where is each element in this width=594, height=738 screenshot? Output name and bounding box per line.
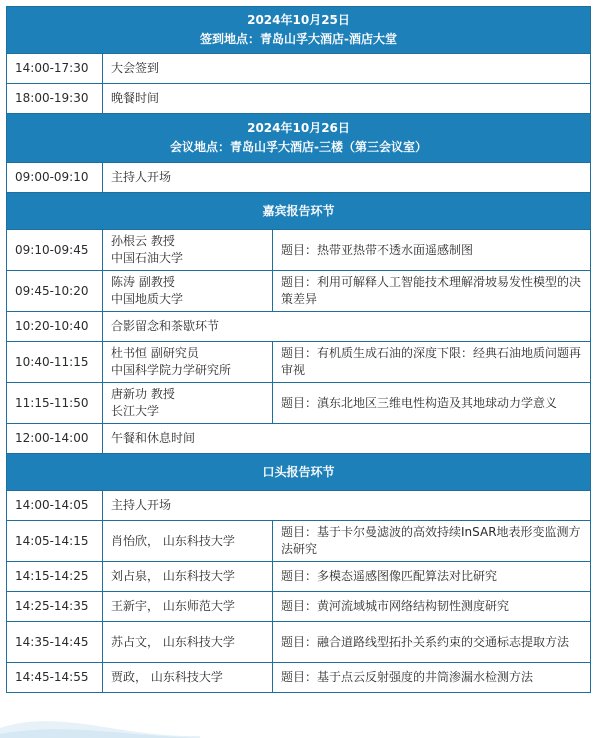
topic-cell: 题目：滇东北地区三维电性构造及其地球动力学意义 bbox=[273, 383, 591, 424]
day1-venue: 签到地点：青岛山孚大酒店-酒店大堂 bbox=[200, 32, 397, 46]
table-row bbox=[7, 491, 591, 521]
section-title: 嘉宾报告环节 bbox=[7, 193, 591, 230]
table-row bbox=[7, 84, 591, 114]
topic-cell: 题目：基于点云反射强度的井筒渗漏水检测方法 bbox=[273, 663, 591, 693]
table-row bbox=[7, 163, 591, 193]
speaker-affiliation: 中国石油大学 bbox=[111, 251, 184, 265]
speaker-cell: 肖怡欣， 山东科技大学 bbox=[103, 521, 273, 562]
topic-cell: 题目：黄河流域城市网络结构韧性测度研究 bbox=[273, 592, 591, 622]
table-row bbox=[7, 592, 591, 622]
speaker-name: 陈涛 副教授 bbox=[111, 275, 175, 289]
speaker-cell: 贾政， 山东科技大学 bbox=[103, 663, 273, 693]
time-cell: 12:00-14:00 bbox=[7, 424, 103, 454]
table-row bbox=[7, 230, 591, 271]
day2-date: 2024年10月26日 bbox=[247, 121, 350, 135]
time-cell: 14:00-17:30 bbox=[7, 54, 103, 84]
day1-header bbox=[7, 7, 591, 54]
speaker-cell bbox=[103, 230, 273, 271]
time-cell: 10:40-11:15 bbox=[7, 342, 103, 383]
decorative-wave bbox=[0, 698, 594, 738]
speaker-cell: 刘占泉， 山东科技大学 bbox=[103, 562, 273, 592]
time-cell: 09:45-10:20 bbox=[7, 271, 103, 312]
speaker-cell bbox=[103, 271, 273, 312]
table-row bbox=[7, 521, 591, 562]
time-cell: 11:15-11:50 bbox=[7, 383, 103, 424]
time-cell: 09:00-09:10 bbox=[7, 163, 103, 193]
table-row bbox=[7, 424, 591, 454]
topic-cell: 题目：融合道路线型拓扑关系约束的交通标志提取方法 bbox=[273, 622, 591, 663]
time-cell: 14:15-14:25 bbox=[7, 562, 103, 592]
speaker-affiliation: 中国科学院力学研究所 bbox=[111, 363, 232, 377]
table-row bbox=[7, 342, 591, 383]
event-cell: 午餐和休息时间 bbox=[103, 424, 591, 454]
speaker-name: 孙根云 教授 bbox=[111, 234, 175, 248]
topic-cell: 题目：多模态遥感图像匹配算法对比研究 bbox=[273, 562, 591, 592]
time-cell: 10:20-10:40 bbox=[7, 312, 103, 342]
event-cell: 晚餐时间 bbox=[103, 84, 591, 114]
section-header-oral bbox=[7, 454, 591, 491]
time-cell: 18:00-19:30 bbox=[7, 84, 103, 114]
schedule-table bbox=[6, 6, 591, 693]
table-row bbox=[7, 562, 591, 592]
table-row bbox=[7, 622, 591, 663]
time-cell: 14:25-14:35 bbox=[7, 592, 103, 622]
section-header-guest bbox=[7, 193, 591, 230]
event-cell: 主持人开场 bbox=[103, 163, 591, 193]
time-cell: 14:05-14:15 bbox=[7, 521, 103, 562]
day2-venue: 会议地点：青岛山孚大酒店-三楼（第三会议室） bbox=[170, 140, 427, 154]
time-cell: 14:00-14:05 bbox=[7, 491, 103, 521]
table-row bbox=[7, 271, 591, 312]
time-cell: 14:45-14:55 bbox=[7, 663, 103, 693]
time-cell: 14:35-14:45 bbox=[7, 622, 103, 663]
topic-cell: 题目：热带亚热带不透水面遥感制图 bbox=[273, 230, 591, 271]
event-cell: 主持人开场 bbox=[103, 491, 591, 521]
speaker-name: 唐新功 教授 bbox=[111, 387, 175, 401]
time-cell: 09:10-09:45 bbox=[7, 230, 103, 271]
event-cell: 合影留念和茶歇环节 bbox=[103, 312, 591, 342]
table-row bbox=[7, 663, 591, 693]
table-row bbox=[7, 312, 591, 342]
speaker-affiliation: 中国地质大学 bbox=[111, 292, 184, 306]
day2-header bbox=[7, 114, 591, 163]
topic-cell: 题目：有机质生成石油的深度下限：经典石油地质问题再审视 bbox=[273, 342, 591, 383]
speaker-cell: 苏占文， 山东科技大学 bbox=[103, 622, 273, 663]
speaker-name: 杜书恒 副研究员 bbox=[111, 346, 199, 360]
speaker-cell: 王新宇， 山东师范大学 bbox=[103, 592, 273, 622]
table-row bbox=[7, 54, 591, 84]
table-row bbox=[7, 383, 591, 424]
topic-cell: 题目：利用可解释人工智能技术理解滑坡易发性模型的决策差异 bbox=[273, 271, 591, 312]
section-title: 口头报告环节 bbox=[7, 454, 591, 491]
speaker-affiliation: 长江大学 bbox=[111, 404, 160, 418]
topic-cell: 题目：基于卡尔曼滤波的高效持续InSAR地表形变监测方法研究 bbox=[273, 521, 591, 562]
speaker-cell bbox=[103, 342, 273, 383]
event-cell: 大会签到 bbox=[103, 54, 591, 84]
day1-date: 2024年10月25日 bbox=[247, 13, 350, 27]
speaker-cell bbox=[103, 383, 273, 424]
